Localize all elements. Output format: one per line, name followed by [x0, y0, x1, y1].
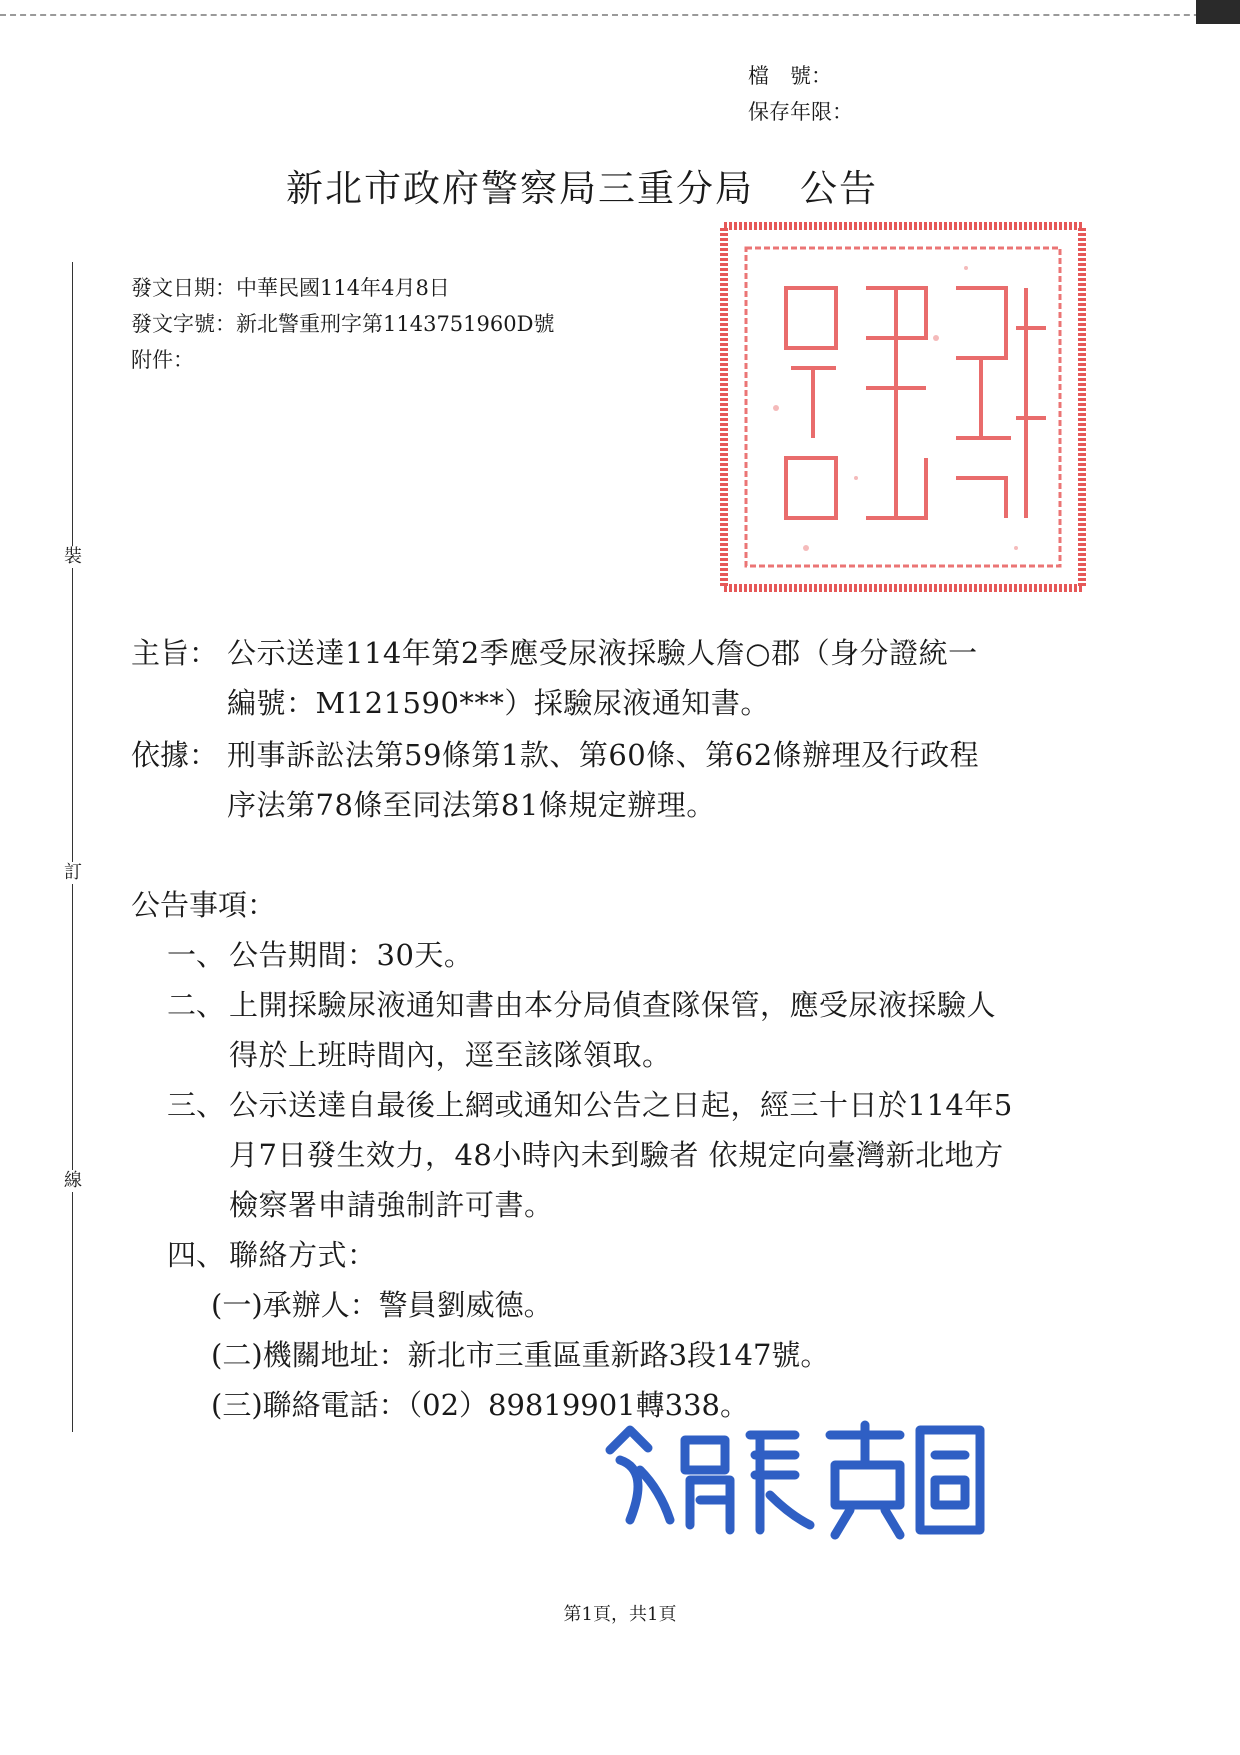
notice-item-label: 三、 — [167, 1088, 226, 1122]
notice-item-label: 一、 — [167, 938, 226, 972]
contact-phone: (三)聯絡電話：（02）89819901轉338。 — [211, 1388, 749, 1422]
binding-mark-zhuang: 裝 — [64, 546, 82, 567]
basis-label: 依據： — [131, 738, 219, 772]
basis-text: 刑事訴訟法第59條第1款、第60條、第62條辦理及行政程序法第78條至同法第81條規定辦理。 — [227, 738, 980, 822]
attachment-label: 附件： — [131, 348, 194, 372]
document-meta — [131, 270, 554, 378]
agency-name: 新北市政府警察局三重分局 — [286, 167, 754, 210]
issue-date: 發文日期：中華民國114年4月8日 — [131, 276, 450, 300]
subject-section — [131, 628, 1061, 728]
binding-mark-ding: 訂 — [64, 862, 82, 883]
reference-number: 發文字號：新北警重刑字第1143751960D號 — [131, 312, 555, 336]
page-footer: 第1頁，共1頁 — [563, 1604, 677, 1625]
notices-heading: 公告事項： — [131, 888, 277, 922]
subject-label: 主旨： — [131, 636, 219, 670]
basis-section — [131, 730, 1061, 830]
notice-item — [167, 1230, 1067, 1280]
retention-period-label: 保存年限： — [748, 100, 853, 124]
notice-item-label: 四、 — [167, 1238, 226, 1272]
notice-item-text: 公示送達自最後上網或通知公告之日起，經三十日於114年5月7日發生效力，48小時內未到驗者 依規定向臺灣新北地方檢察署申請強制許可書。 — [229, 1088, 1013, 1222]
binding-line — [72, 262, 73, 1432]
contact-person: (一)承辦人：警員劉威德。 — [211, 1288, 553, 1322]
notice-item — [167, 1080, 1067, 1230]
notice-item-text: 公告期間：30天。 — [229, 938, 474, 972]
page-title — [286, 158, 878, 212]
notice-item — [167, 980, 1067, 1080]
file-number-label: 檔 號： — [748, 64, 832, 88]
document-type: 公告 — [800, 167, 878, 210]
subject-text: 公示送達114年第2季應受尿液採驗人詹○郡（身分證統一編號：M121590***）採驗尿液通知書。 — [227, 636, 978, 720]
contact-address: (二)機關地址：新北市三重區重新路3段147號。 — [211, 1338, 830, 1372]
notice-item-text: 上開採驗尿液通知書由本分局偵查隊保管，應受尿液採驗人得於上班時間內，逕至該隊領取。 — [229, 988, 997, 1072]
scan-corner-mark — [1196, 0, 1240, 24]
notice-item-text: 聯絡方式： — [229, 1238, 377, 1272]
archive-info — [748, 58, 853, 130]
official-seal — [716, 218, 1090, 596]
binding-mark-xian: 線 — [64, 1170, 82, 1191]
notice-item — [167, 930, 1067, 980]
top-scan-rule — [0, 14, 1240, 16]
chief-signature — [600, 1410, 1020, 1540]
notice-item-label: 二、 — [167, 988, 226, 1022]
